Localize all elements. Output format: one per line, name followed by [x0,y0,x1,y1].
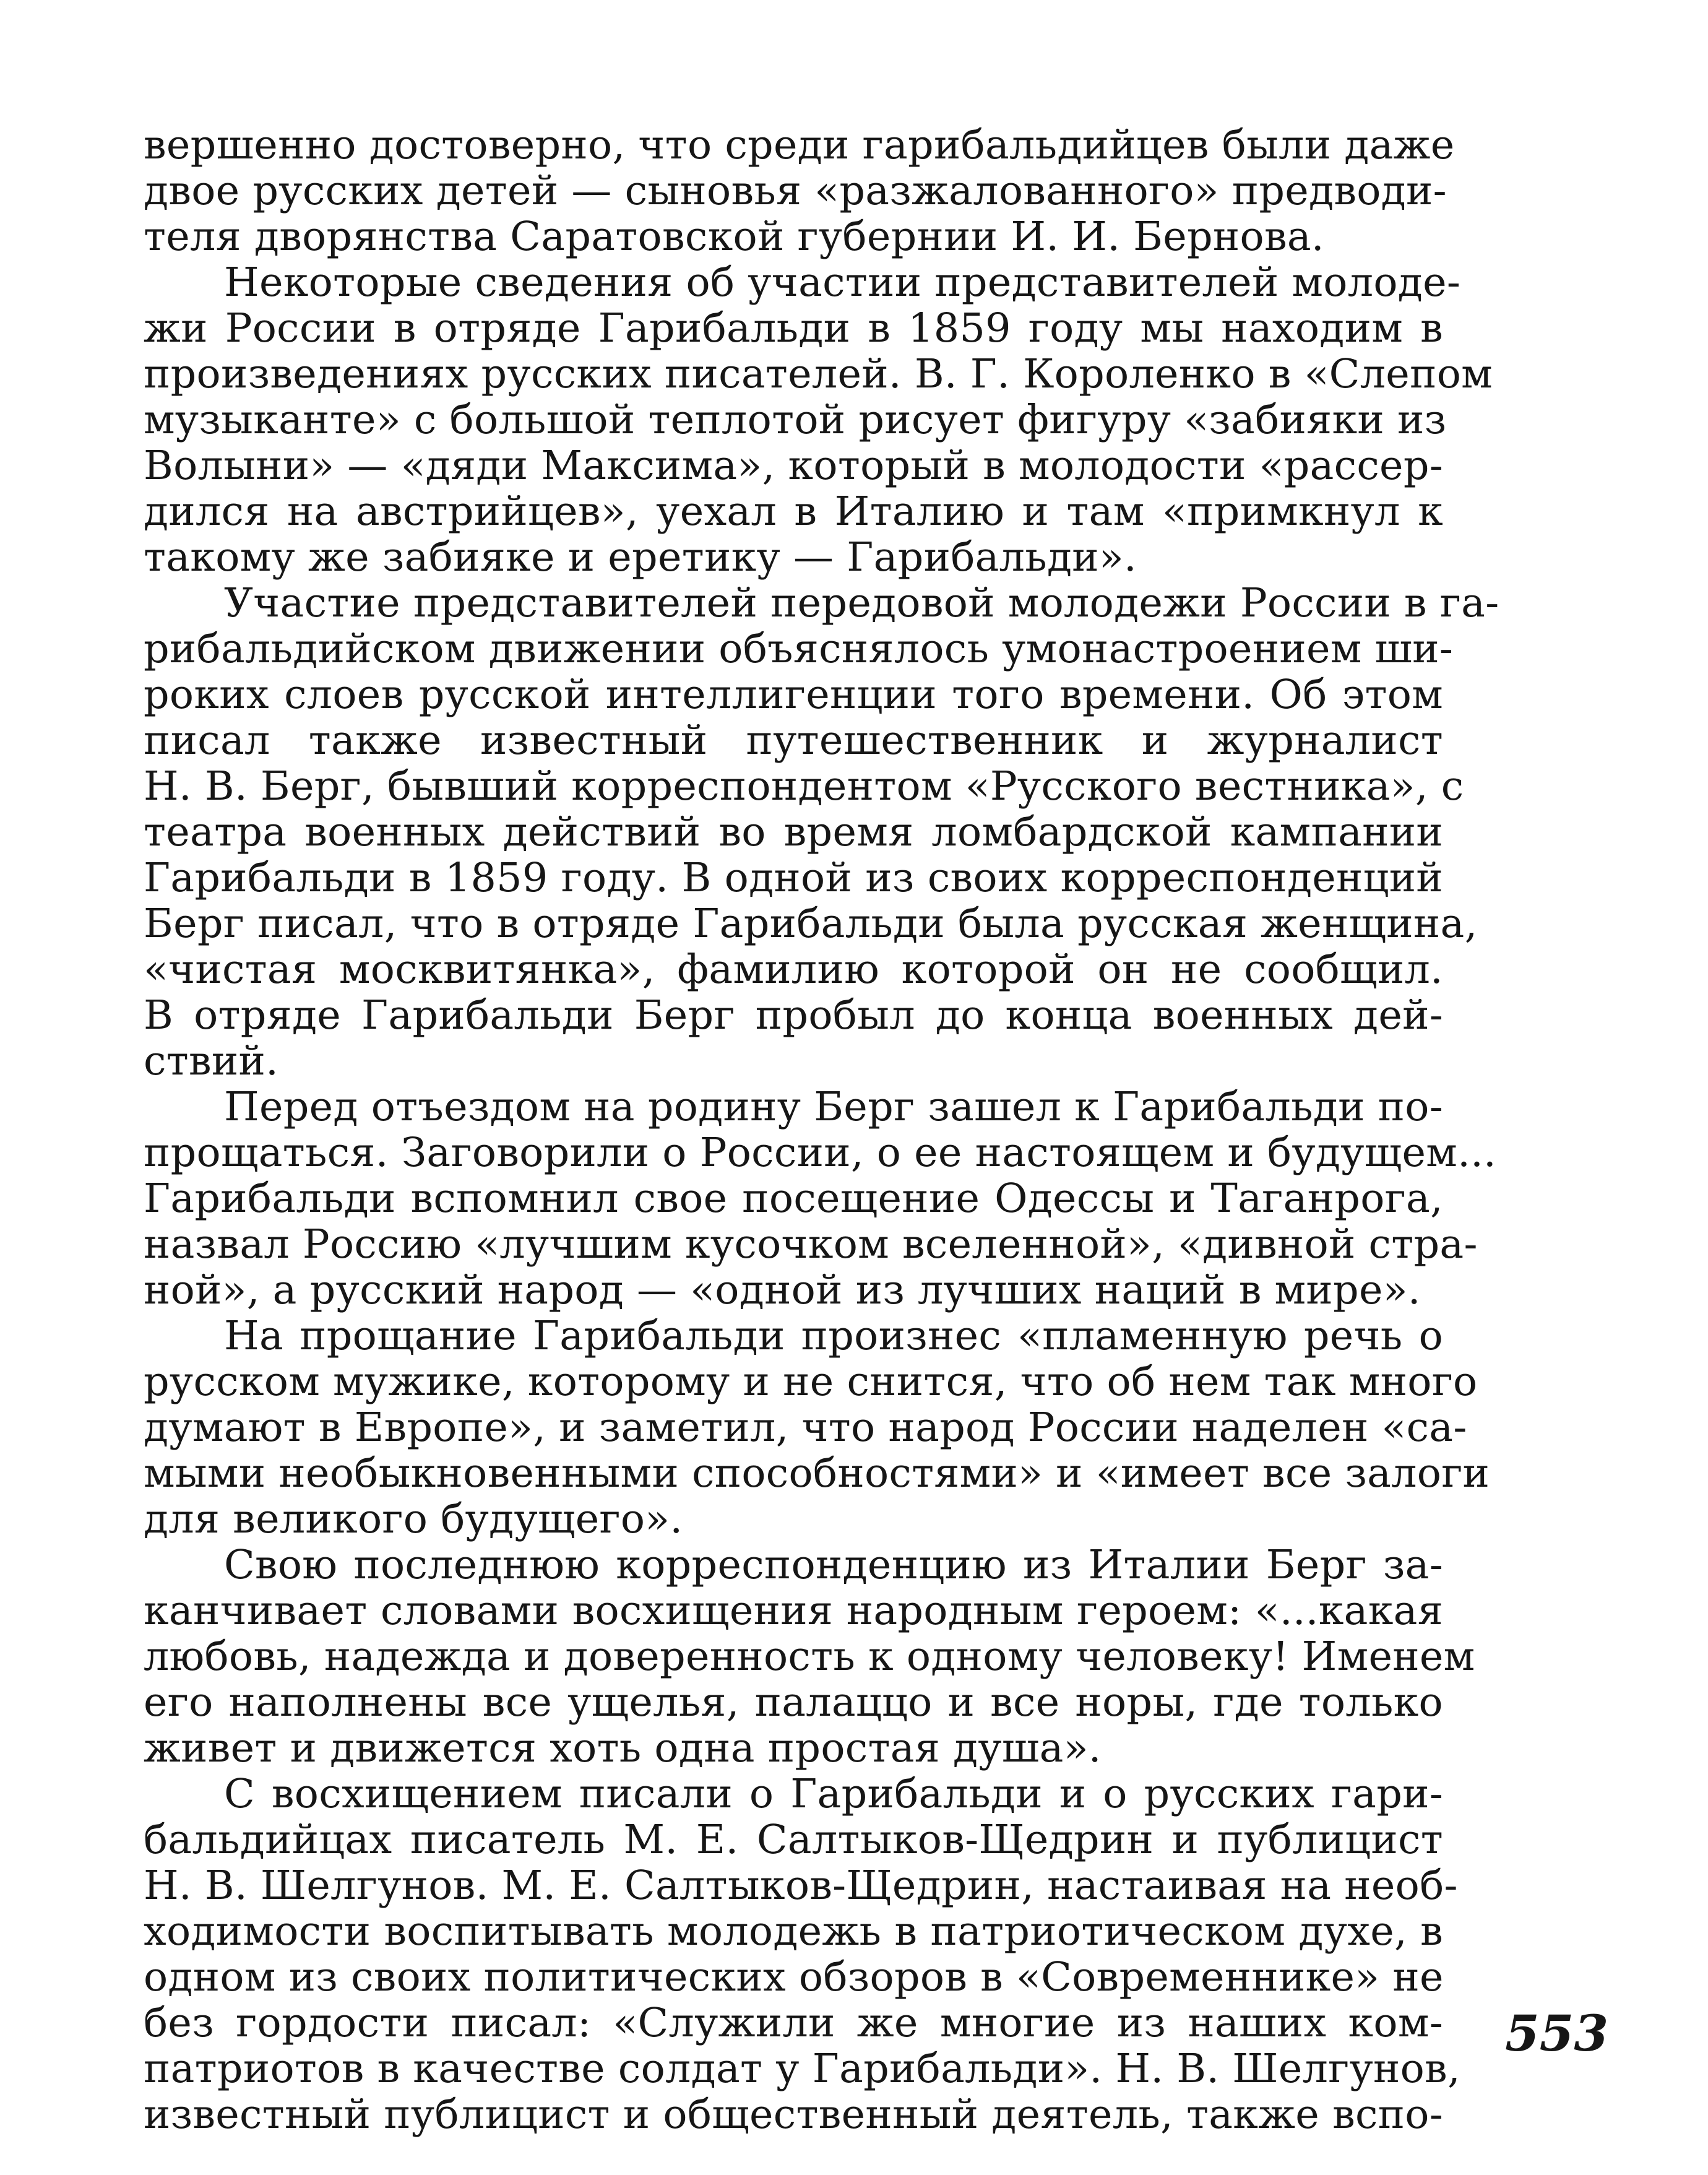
text-line: любовь, надежда и доверенность к одному человеку! Именем [144,1633,1475,1680]
text-line: ной», а русский народ — «одной из лучших наций в мире». [144,1267,1421,1313]
text-line: канчивает словами восхищения народным героем: «...какая [144,1588,1443,1634]
text-line: ствий. [144,1038,279,1084]
text-line: музыканте» с большой теплотой рисует фигуру «забияки из [144,397,1447,443]
page-number: 553 [1505,2004,1608,2062]
text-line: для великого будущего». [144,1496,683,1542]
paragraph [144,1313,1490,1542]
text-line: дился на австрийцев», уехал в Италию и там «примкнул к [144,488,1443,535]
text-line: Перед отъездом на родину Берг зашел к Гарибальди по- [224,1084,1443,1130]
paragraph [144,580,1499,1084]
text-line: произведениях русских писателей. В. Г. Короленко в «Слепом [144,351,1493,397]
text-line: одном из своих политических обзоров в «Современнике» не [144,1954,1444,2000]
text-line: патриотов в качестве солдат у Гарибальди». Н. В. Шелгунов, [144,2046,1460,2092]
text-line: Н. В. Берг, бывший корреспондентом «Русского вестника», с [144,763,1464,810]
text-line: вершенно достоверно, что среди гарибальдийцев были даже [144,122,1455,168]
text-line: «чистая москвитянка», фамилию которой он не сообщил. [144,946,1443,993]
text-line: Берг писал, что в отряде Гарибальди была русская женщина, [144,901,1478,947]
text-line: живет и движется хоть одна простая душа». [144,1725,1102,1771]
text-line: думают в Европе», и заметил, что народ России наделен «са- [144,1404,1467,1451]
text-line: писал также известный путешественник и журналист [144,717,1443,764]
text-line: такому же забияке и еретику — Гарибальди». [144,534,1137,581]
body-text [144,122,1499,2138]
text-line: Волыни» — «дяди Максима», который в молодости «рассер- [144,443,1443,489]
text-line: мыми необыкновенными способностями» и «имеет все залоги [144,1450,1490,1497]
text-line: ходимости воспитывать молодежь в патриотическом духе, в [144,1908,1443,1955]
text-line: В отряде Гарибальди Берг пробыл до конца военных дей- [144,992,1443,1039]
text-line: На прощание Гарибальди произнес «пламенную речь о [224,1313,1443,1359]
text-line: рибальдийском движении объяснялось умонастроением ши- [144,626,1454,672]
text-line: назвал Россию «лучшим кусочком вселенной», «дивной стра- [144,1221,1478,1268]
paragraph [144,1542,1475,1771]
text-line: театра военных действий во время ломбардской кампании [144,809,1443,855]
paragraph [144,1771,1460,2138]
text-line: прощаться. Заговорили о России, о ее настоящем и будущем... [144,1130,1496,1176]
paragraph [144,122,1455,260]
text-line: бальдийцах писатель М. Е. Салтыков-Щедрин и публицист [144,1817,1443,1863]
text-line: Гарибальди в 1859 году. В одной из своих корреспонденций [144,855,1443,901]
text-line: жи России в отряде Гарибальди в 1859 году мы находим в [144,305,1443,352]
paragraph [144,259,1493,581]
text-line: Гарибальди вспомнил свое посещение Одессы и Таганрога, [144,1175,1443,1222]
text-line: его наполнены все ущелья, палаццо и все норы, где только [144,1679,1443,1726]
text-line: роких слоев русской интеллигенции того времени. Об этом [144,672,1443,718]
text-line: Свою последнюю корреспонденцию из Италии Берг за- [224,1542,1443,1588]
text-line: Н. В. Шелгунов. М. Е. Салтыков-Щедрин, настаивая на необ- [144,1862,1458,1909]
paragraph [144,1084,1496,1313]
text-line: известный публицист и общественный деятель, также вспо- [144,2091,1443,2138]
text-line: двое русских детей — сыновья «разжалованного» предводи- [144,168,1447,214]
text-line: Некоторые сведения об участии представителей молоде- [224,259,1461,306]
text-line: теля дворянства Саратовской губернии И. И. Бернова. [144,214,1324,260]
text-line: Участие представителей передовой молодежи России в га- [224,580,1499,626]
text-line: русском мужике, которому и не снится, что об нем так много [144,1359,1478,1405]
text-line: С восхищением писали о Гарибальди и о русских гари- [224,1771,1443,1817]
text-line: без гордости писал: «Служили же многие из наших ком- [144,2000,1443,2046]
